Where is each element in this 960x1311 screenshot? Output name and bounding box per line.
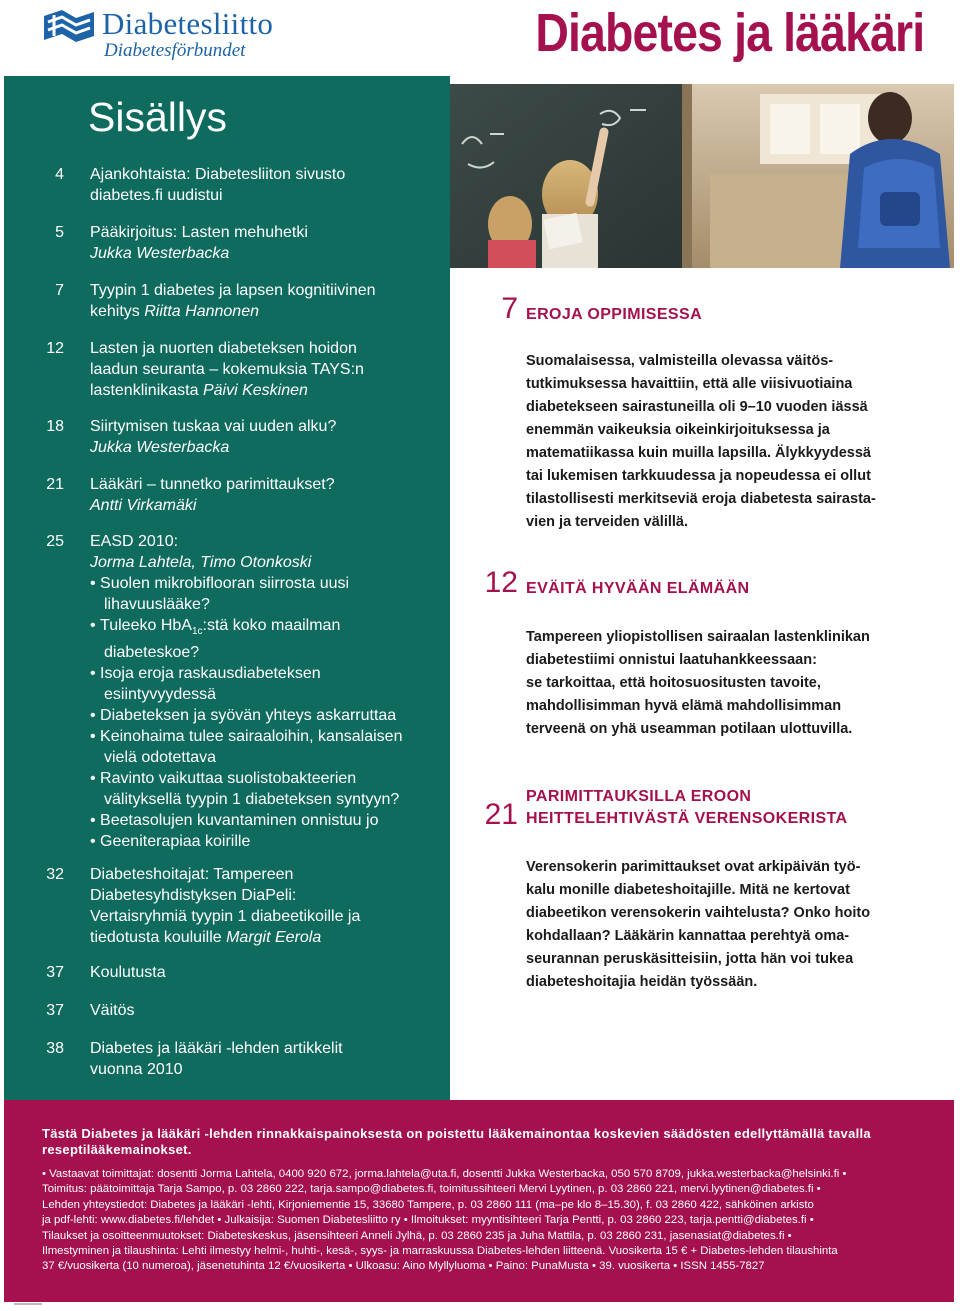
feature-body-line: tutkimuksessa havaittiin, että alle viisivuotiaina [526, 376, 853, 392]
toc-bullet-continuation: vielä odotettava [104, 749, 217, 766]
toc-title-line [90, 864, 440, 885]
toc-author: Margit Eerola [226, 929, 322, 946]
toc-title-line [90, 885, 440, 906]
toc-page-number: 32 [46, 866, 64, 883]
credits-line: 37 €/vuosikerta (10 numeroa), jäsenetuhinta 12 €/vuosikerta • Ulkoasu: Aino Myllyluoma • Paino: PunaMusta • 39. vuosikerta • ISSN 1455-7827 [42, 1260, 765, 1273]
toc-title-line [90, 1059, 440, 1080]
toc-title-line [90, 962, 440, 983]
feature-body-line: terveenä on yhä useamman potilaan ulottuvilla. [526, 721, 853, 737]
logo-subtitle: Diabetesförbundet [104, 40, 246, 61]
toc-title-line [90, 1000, 440, 1021]
toc-bullet-continuation: lihavuuslääke? [104, 596, 210, 613]
feature-page-number: 21 [484, 798, 518, 831]
toc-title-text: Siirtymisen tuskaa vai uuden alku? [90, 418, 337, 435]
toc-bullet-continuation: esiintyvyydessä [104, 686, 217, 703]
toc-title-line [90, 222, 440, 243]
toc-bullet-subscript: 1c [191, 626, 203, 637]
feature-body-line: seurannan peruskäsitteisiin, jotta hän voi tukea [526, 951, 854, 967]
toc-title-line [90, 531, 440, 552]
toc-title-text: lastenklinikasta [90, 382, 199, 399]
toc-title-line [90, 380, 440, 401]
feature-body-line: diabeetikon verensokerin vaihtelusta? Onko hoito [526, 905, 871, 921]
toc-page-number: 5 [55, 224, 64, 241]
feature-body-line: Verensokerin parimittaukset ovat arkipäivän työ- [526, 859, 861, 875]
page-corner-mark [14, 1303, 42, 1305]
feature-body [526, 856, 926, 994]
toc-entry-text [90, 1000, 440, 1021]
credits-line: Ilmestyminen ja tilaushinta: Lehti ilmestyy helmi-, huhti-, kesä-, syys- ja marraskuussa Diabetes-lehden liitteenä. Vuosikerta 15 € + Diabetes-lehden tilaushinta [42, 1245, 838, 1258]
toc-heading: Sisällys [88, 94, 227, 140]
toc-author: Riitta Hannonen [144, 303, 259, 320]
feature-body-line: Tampereen yliopistollisen sairaalan lastenklinikan [526, 629, 870, 645]
toc-author: Antti Virkamäki [90, 497, 197, 514]
credits-line: Toimitus: päätoimittaja Tarja Sampo, p. 03 2860 222, tarja.sampo@diabetes.fi, toimitussihteeri Mervi Lyytinen, p. 03 2860 221, mervi.lyytinen@diabetes.fi • [42, 1183, 821, 1196]
toc-title-line [90, 280, 440, 301]
toc-title-text: kehitys [90, 303, 140, 320]
toc-page-number: 4 [55, 166, 64, 183]
diabetesliitto-logo [42, 4, 302, 64]
feature-body-line: mahdollisimman hyvä elämä mahdollisimman [526, 698, 842, 714]
feature-page-number: 12 [484, 566, 518, 599]
feature-heading [526, 786, 847, 830]
feature-body-line: vien ja terveiden välillä. [526, 514, 688, 530]
toc-title-text: diabetes.fi uudistui [90, 187, 223, 204]
feature-heading-line: EVÄITÄ HYVÄÄN ELÄMÄÄN [526, 580, 750, 597]
toc-title-text: laadun seuranta – kokemuksia TAYS:n [90, 361, 364, 378]
toc-title-text: Diabeteshoitajat: Tampereen [90, 866, 294, 883]
toc-page-number: 25 [46, 533, 64, 550]
feature-body [526, 350, 926, 534]
toc-title-line [90, 164, 440, 185]
toc-page-number: 7 [55, 282, 64, 299]
feature-heading [526, 304, 702, 326]
toc-bullet: • Ravinto vaikuttaa suolistobakteerien [90, 768, 440, 789]
toc-bullet: • Suolen mikrobiflooran siirrosta uusi [90, 573, 440, 594]
toc-author: Jukka Westerbacka [90, 439, 230, 456]
toc-entry-text [90, 164, 440, 206]
feature-body-line: diabetestiimi onnistui laatuhankkeessaan: [526, 652, 817, 668]
feature-body [526, 626, 926, 741]
notice-line: reseptilääkemainokset. [42, 1142, 192, 1157]
toc-title-line [90, 1038, 440, 1059]
toc-title-text: Pääkirjoitus: Lasten mehuhetki [90, 224, 308, 241]
feature-block-1 [470, 292, 950, 542]
toc-title-text: Lasten ja nuorten diabeteksen hoidon [90, 340, 357, 357]
feature-body-line: enemmän vaikeuksia oikeinkirjoituksessa ja [526, 422, 830, 438]
toc-title-text: Lääkäri – tunnetko parimittaukset? [90, 476, 335, 493]
toc-title-line [90, 338, 440, 359]
toc-title-text: Vertaisryhmiä tyypin 1 diabeetikoille ja [90, 908, 361, 925]
toc-bullet: • Keinohaima tulee sairaaloihin, kansalaisen [90, 726, 440, 747]
diabetesliitto-flag-icon [42, 6, 98, 46]
toc-bullet-continuation: diabeteskoe? [104, 644, 200, 661]
notice-line: Tästä Diabetes ja lääkäri -lehden rinnakkaispainoksesta on poistettu lääkemainontaa koskevien säädösten edellyttämällä tavalla [42, 1126, 871, 1141]
credits [42, 1167, 942, 1275]
feature-heading-line: HEITTELEHTIVÄSTÄ VERENSOKERISTA [526, 810, 848, 827]
toc-bullet-text: :stä koko maailman [202, 617, 341, 634]
toc-entry-text [90, 338, 440, 401]
toc-entry-text [90, 280, 440, 322]
toc-entry-text [90, 474, 440, 516]
toc-title-line [90, 301, 440, 322]
credits-line: Lehden yhteystiedot: Diabetes ja lääkäri -lehti, Kirjoniementie 15, 33680 Tampere, p. 03 2860 111 (ma–pe klo 8–15.30), f. 03 2860 422, sähköinen arkisto [42, 1198, 814, 1211]
toc-entry-text [90, 962, 440, 983]
toc-title-text: EASD 2010: [90, 533, 179, 550]
feature-body-line: Suomalaisessa, valmisteilla olevassa väitös- [526, 353, 834, 369]
feature-body-line: matematiikassa kuin muilla lapsilla. Älykkyydessä [526, 445, 871, 461]
toc-bullet [90, 615, 440, 642]
toc-author: Jukka Westerbacka [90, 245, 230, 262]
feature-heading-line: PARIMITTAUKSILLA EROON [526, 788, 752, 805]
table-of-contents [4, 76, 450, 1100]
feature-body-line: se tarkoittaa, että hoitosuositusten tavoite, [526, 675, 821, 691]
magazine-title: Diabetes ja lääkäri [535, 3, 924, 63]
feature-page-number: 7 [501, 292, 518, 325]
toc-entry-text [90, 1038, 440, 1080]
feature-body-line: tilastollisesti merkitseviä eroja diabetesta sairasta- [526, 491, 876, 507]
toc-page-number: 12 [46, 340, 64, 357]
toc-title-text: vuonna 2010 [90, 1061, 183, 1078]
toc-title-text: tiedotusta kouluille [90, 929, 222, 946]
credits-line: • Vastaavat toimittajat: dosentti Jorma Lahtela, 0400 920 672, jorma.lahtela@uta.fi, dosentti Jukka Westerbacka, 050 570 8709, jukka.westerbacka@helsinki.fi • [42, 1168, 847, 1180]
toc-entry-text [90, 864, 440, 948]
toc-entry-text [90, 416, 440, 458]
toc-title-text: Koulutusta [90, 964, 166, 981]
toc-entry-text [90, 531, 440, 852]
publication-footer [4, 1100, 954, 1302]
credits-line: ja pdf-lehti: www.diabetes.fi/lehdet • Julkaisija: Suomen Diabetesliitto ry • Ilmoitukset: myyntisihteeri Tarja Pentti, p. 03 2860 223, tarja.pentti@diabetes.fi • [42, 1214, 814, 1227]
feature-heading [526, 578, 750, 600]
toc-bullet: • Diabeteksen ja syövän yhteys askarruttaa [90, 705, 440, 726]
toc-title-line [90, 906, 440, 927]
toc-bullet: • Geeniterapiaa koirille [90, 831, 440, 852]
toc-title-line [90, 927, 440, 948]
toc-bullet-text: Tuleeko HbA [100, 617, 192, 634]
toc-title-text: Väitös [90, 1002, 135, 1019]
toc-title-text: Diabetes ja lääkäri -lehden artikkelit [90, 1040, 343, 1057]
toc-title-line [90, 185, 440, 206]
toc-title-line [90, 416, 440, 437]
toc-page-number: 37 [46, 964, 64, 981]
toc-page-number: 37 [46, 1002, 64, 1019]
feature-body-line: tai lukemisen tarkkuudessa ja nopeudessa ei ollut [526, 468, 871, 484]
feature-body-line: kalu monille diabeteshoitajille. Mitä ne kertovat [526, 882, 850, 898]
toc-author: Päivi Keskinen [202, 382, 308, 399]
toc-page-number: 38 [46, 1040, 64, 1057]
toc-title-text: Ajankohtaista: Diabetesliiton sivusto [90, 166, 346, 183]
toc-bullet-continuation: välityksellä tyypin 1 diabeteksen syntyyn? [104, 791, 400, 808]
feature-body-line: diabeteshoitajia heidän työssään. [526, 974, 758, 990]
feature-heading-line: EROJA OPPIMISESSA [526, 306, 703, 323]
toc-author: Jorma Lahtela, Timo Otonkoski [90, 554, 312, 571]
toc-page-number: 21 [46, 476, 64, 493]
feature-block-3 [470, 786, 950, 996]
feature-body-line: diabetekseen sairastuneilla oli 9–10 vuoden iässä [526, 399, 868, 415]
toc-bullet: • Beetasolujen kuvantaminen onnistuu jo [90, 810, 440, 831]
feature-body-line: kohdallaan? Lääkärin kannattaa perehtyä oma- [526, 928, 850, 944]
credits-line: Tilaukset ja osoitteenmuutokset: Diabeteskeskus, jäsensihteeri Anneli Jylhä, p. 03 2860 235 ja Juha Mattila, p. 03 2860 231, jasenasiat@diabetes.fi • [42, 1229, 792, 1242]
advertising-notice [42, 1126, 922, 1158]
toc-entry-text [90, 222, 440, 264]
toc-title-text: Diabetesyhdistyksen DiaPeli: [90, 887, 297, 904]
children-at-chalkboard-photo [450, 84, 954, 268]
toc-bullet: • Isoja eroja raskausdiabeteksen [90, 663, 440, 684]
logo-name: Diabetesliitto [102, 6, 274, 41]
toc-title-line [90, 359, 440, 380]
toc-page-number: 18 [46, 418, 64, 435]
toc-title-text: Tyypin 1 diabetes ja lapsen kognitiivinen [90, 282, 376, 299]
feature-block-2 [470, 566, 950, 756]
toc-title-line [90, 474, 440, 495]
